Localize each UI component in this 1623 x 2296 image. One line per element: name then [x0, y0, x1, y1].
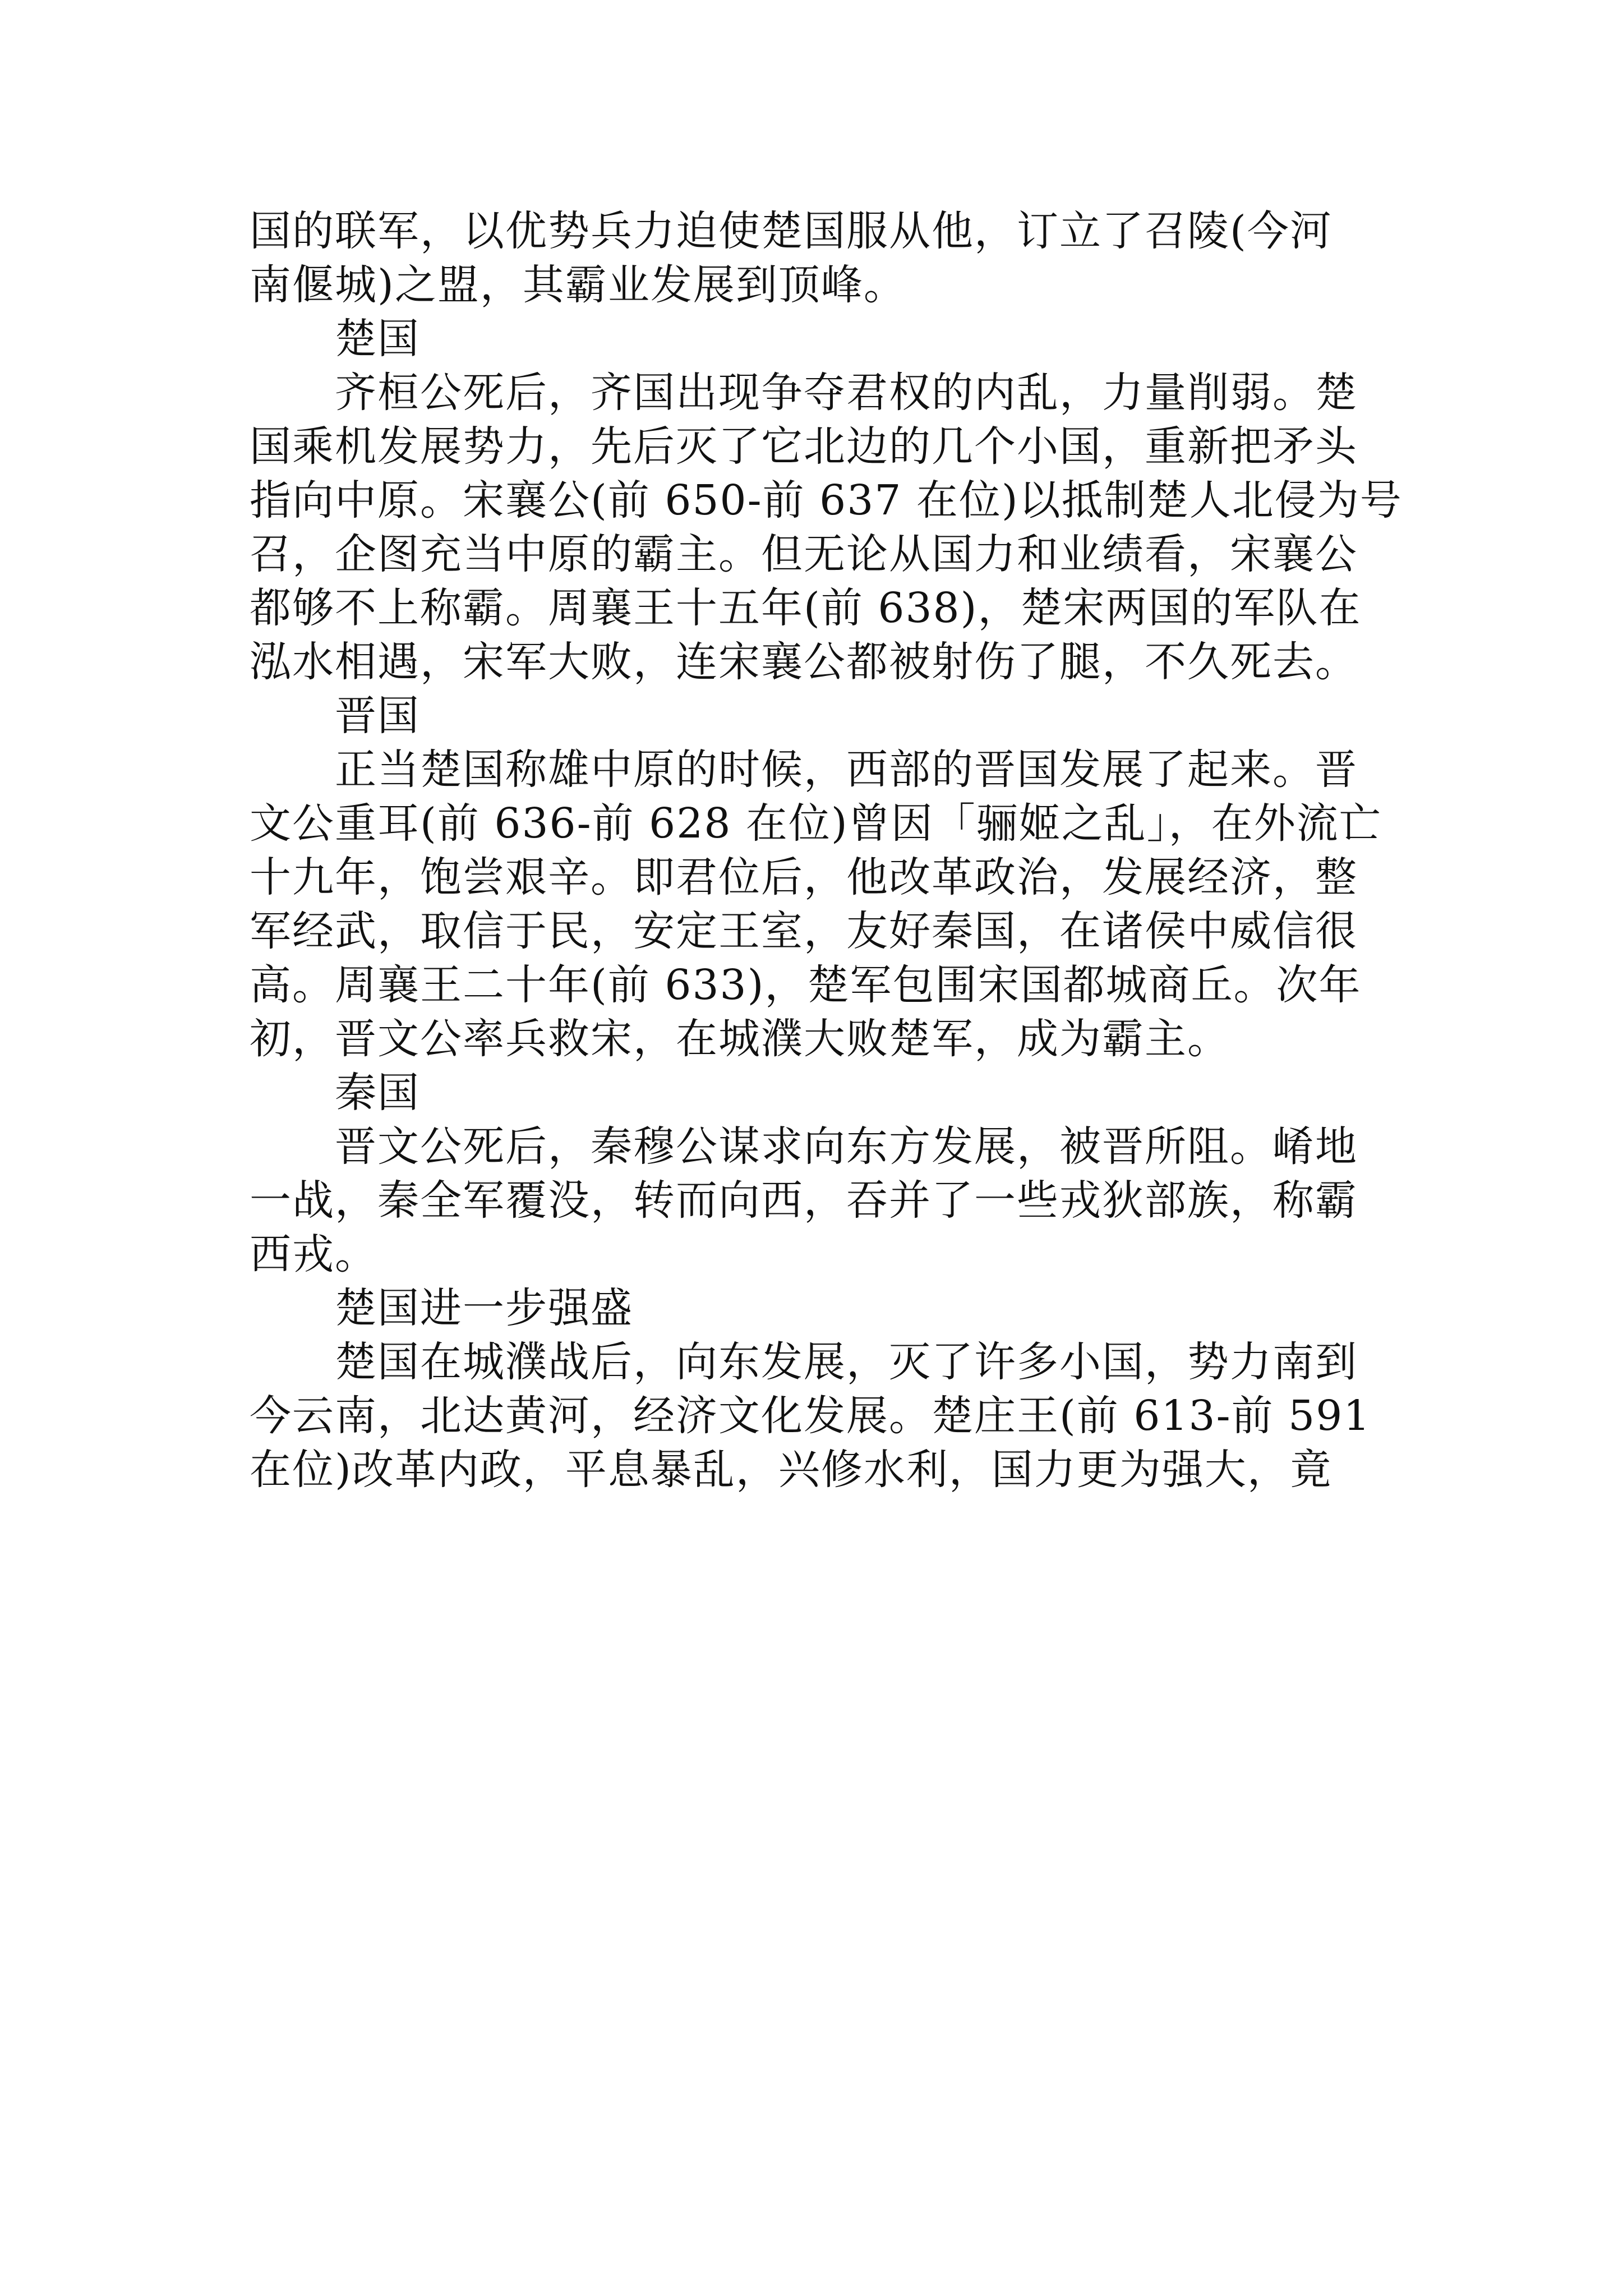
section-heading-chu-rise: 楚国进一步强盛: [250, 1284, 633, 1332]
text-line: 十九年，饱尝艰辛。即君位后，他改革政治，发展经济，整: [250, 853, 1358, 901]
text-line: 齐桓公死后，齐国出现争夺君权的内乱，力量削弱。楚: [250, 369, 1358, 417]
text-line: 正当楚国称雄中原的时候，西部的晋国发展了起来。晋: [250, 746, 1358, 794]
text-line: 都够不上称霸。周襄王十五年(前 638)，楚宋两国的军队在: [250, 584, 1362, 632]
document-body: [250, 204, 1405, 1497]
text-line: 西戎。: [250, 1230, 377, 1278]
section-heading-chu: 楚国: [250, 315, 420, 363]
text-line: 国乘机发展势力，先后灭了它北边的几个小国，重新把矛头: [250, 422, 1358, 471]
text-line: 南偃城)之盟，其霸业发展到顶峰。: [250, 261, 906, 309]
text-line: 国的联军，以优势兵力迫使楚国服从他，订立了召陵(今河: [250, 207, 1332, 255]
section-heading-qin: 秦国: [250, 1069, 420, 1117]
text-line: 泓水相遇，宋军大败，连宋襄公都被射伤了腿，不久死去。: [250, 638, 1358, 686]
text-line: 楚国在城濮战后，向东发展，灭了许多小国，势力南到: [250, 1338, 1358, 1386]
text-line: 军经武，取信于民，安定王室，友好秦国，在诸侯中威信很: [250, 907, 1358, 955]
text-line: 晋文公死后，秦穆公谋求向东方发展，被晋所阻。崤地: [250, 1122, 1358, 1171]
text-line: 召，企图充当中原的霸主。但无论从国力和业绩看，宋襄公: [250, 530, 1358, 578]
text-line: 一战，秦全军覆没，转而向西，吞并了一些戎狄部族，称霸: [250, 1176, 1358, 1225]
text-line: 文公重耳(前 636-前 628 在位)曾因「骊姬之乱」，在外流亡: [250, 799, 1382, 848]
text-line: 指向中原。宋襄公(前 650-前 637 在位)以抵制楚人北侵为号: [250, 476, 1403, 524]
text-line: 高。周襄王二十年(前 633)，楚军包围宋国都城商丘。次年: [250, 961, 1362, 1009]
section-heading-jin: 晋国: [250, 692, 420, 740]
text-line: 今云南，北达黄河，经济文化发展。楚庄王(前 613-前 591: [250, 1392, 1371, 1440]
text-line: 初，晋文公率兵救宋，在城濮大败楚军，成为霸主。: [250, 1015, 1230, 1063]
text-line: 在位)改革内政，平息暴乱，兴修水利，国力更为强大，竟: [250, 1446, 1332, 1494]
